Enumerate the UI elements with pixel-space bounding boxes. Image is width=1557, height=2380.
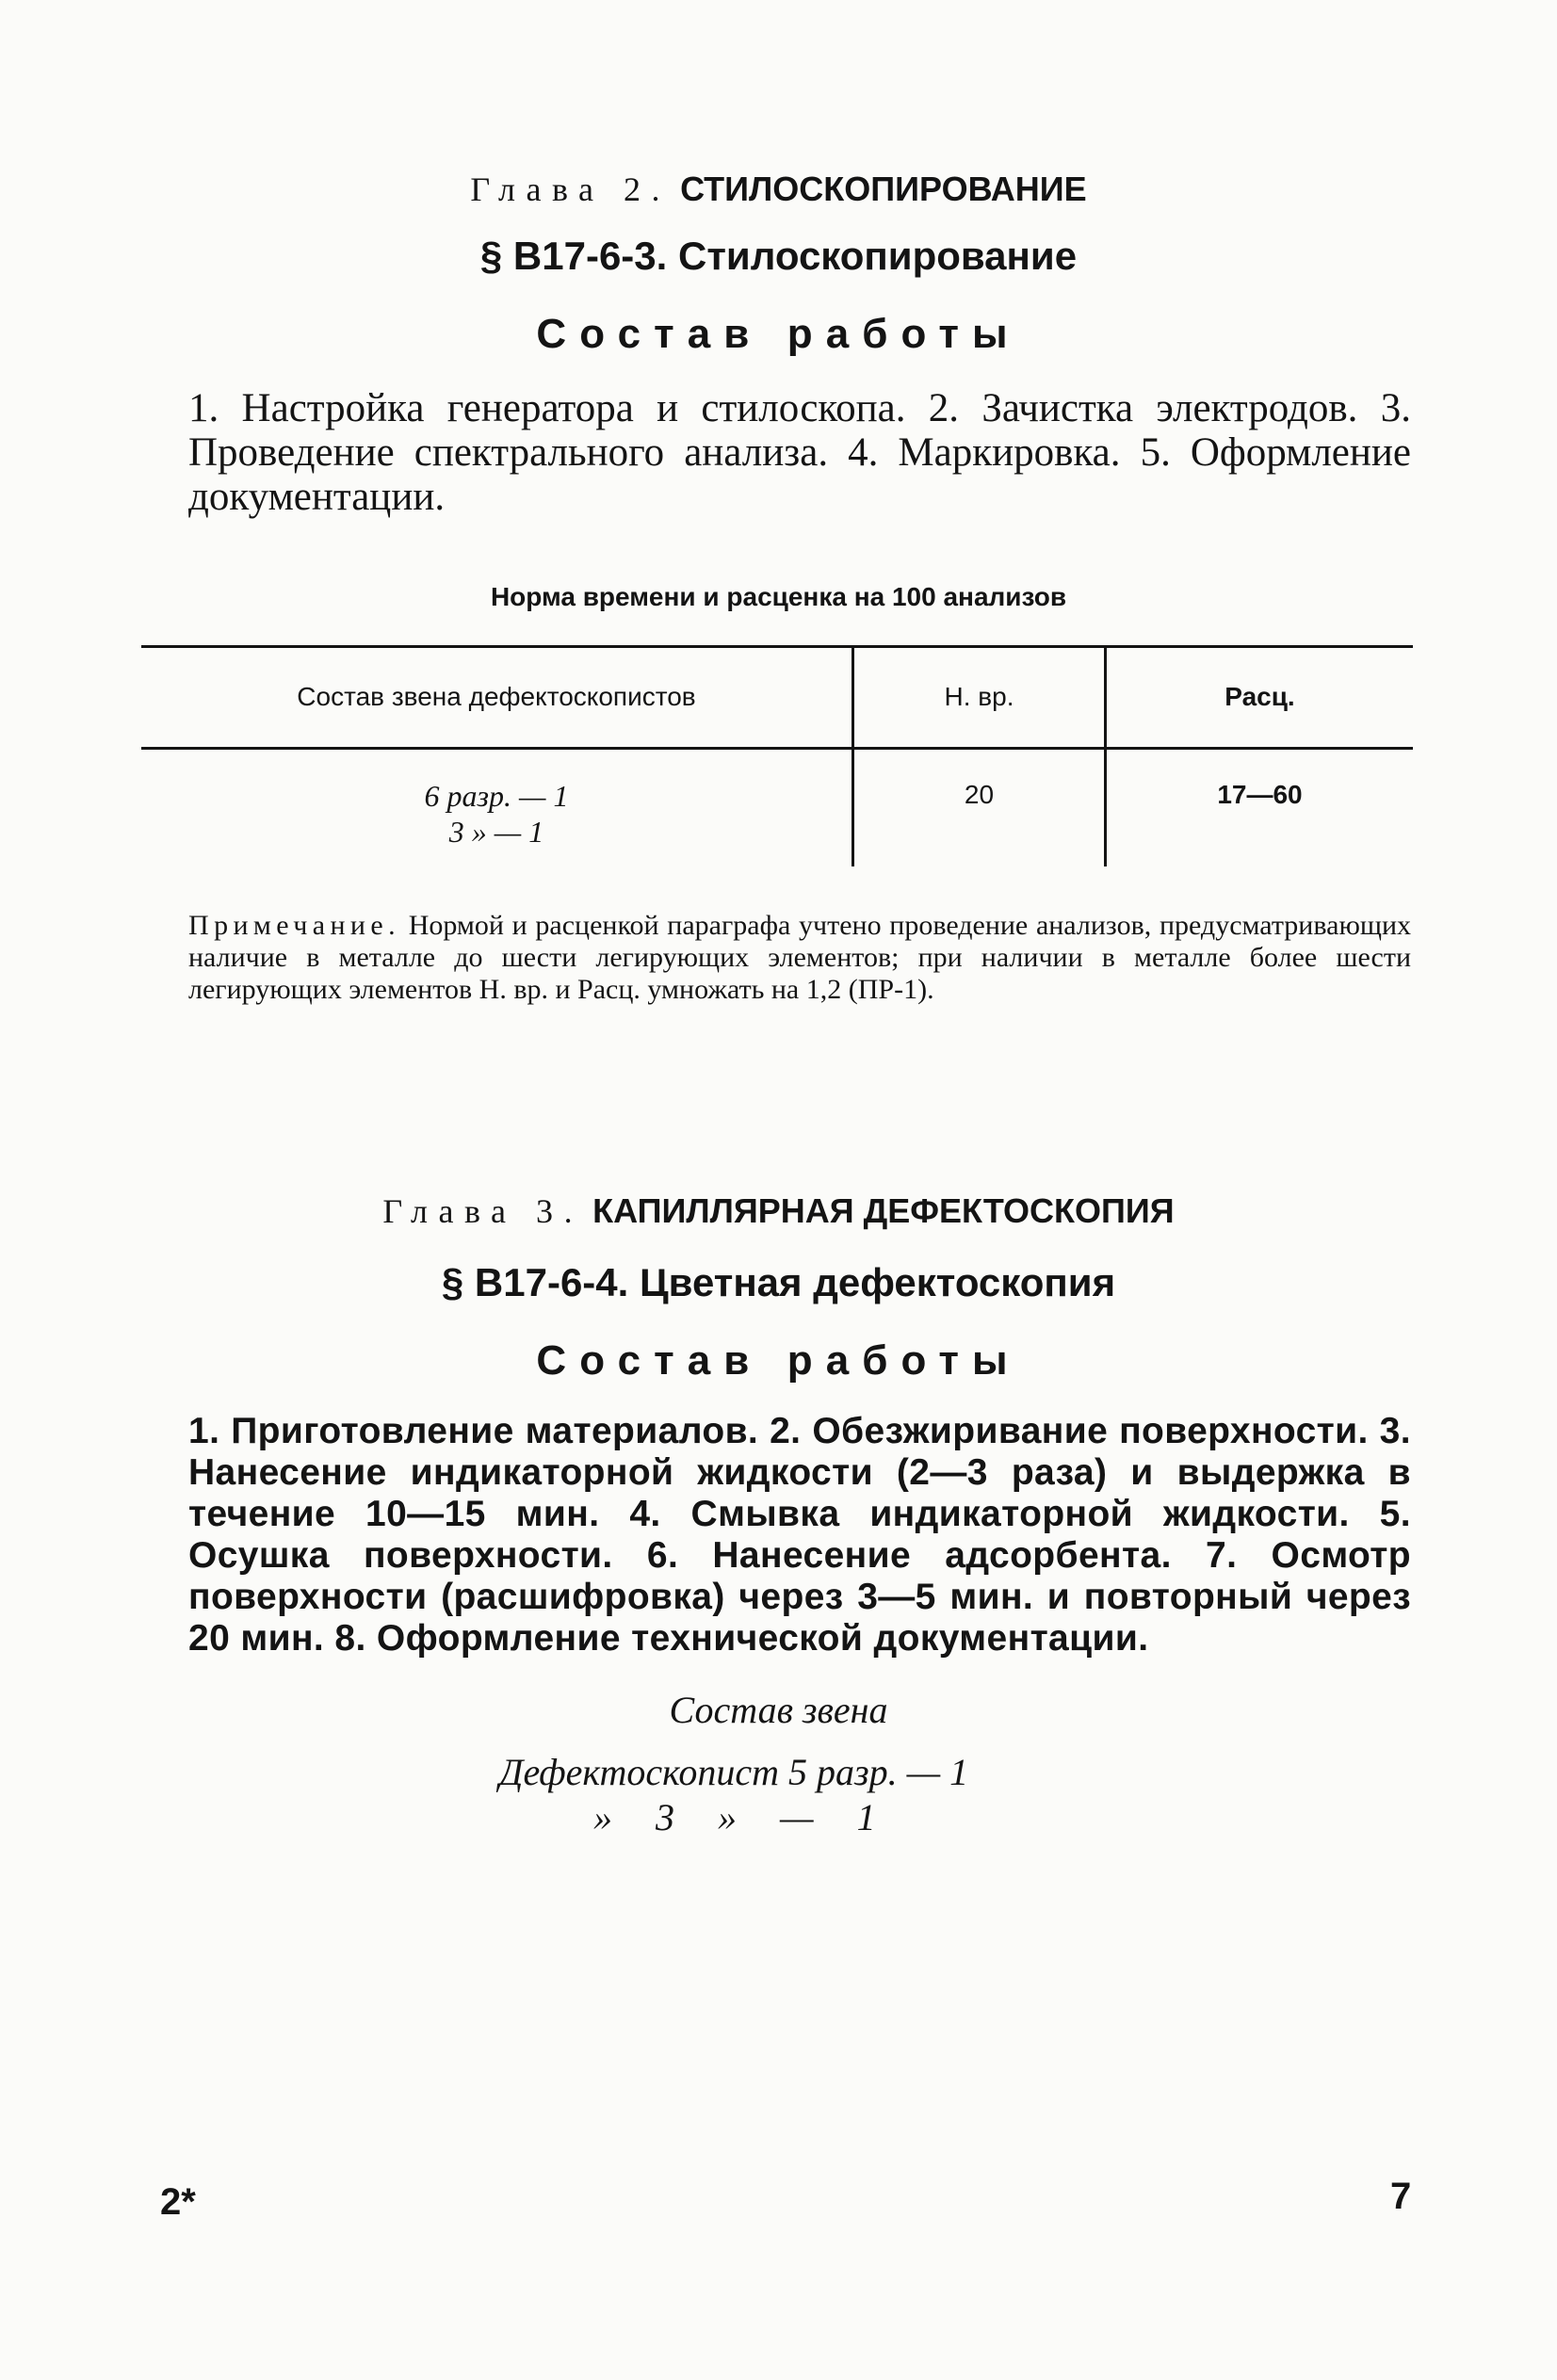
note-text: Нормой и расценкой параграфа учтено проведение анализов, предусматривающих наличие в металле до шести легирующих элементов; при наличии в металле более шести легирующих элементов Н. вр. и Расц. умножать на 1,2 (ПР-1). — [188, 910, 1412, 1005]
table-cell-norm: 20 — [964, 780, 995, 809]
note-label: Примечание. — [188, 910, 401, 941]
chapter-3-heading — [0, 1191, 1557, 1231]
crew-line-2: » 3 » — 1 — [593, 1796, 876, 1838]
table-header-norm: Н. вр. — [944, 682, 1014, 711]
table-top-rule — [141, 645, 1413, 648]
table-cell-rate: 17—60 — [1217, 780, 1303, 809]
chapter-2-heading — [0, 170, 1557, 209]
table-cell-crew — [141, 778, 851, 850]
table-cell-crew-line-2: 3 » — 1 — [448, 815, 544, 849]
table-cell-crew-line-1: 6 разр. — 1 — [424, 779, 569, 813]
chapter-3-label: Глава 3. — [382, 1192, 584, 1230]
table-header-rule — [141, 747, 1413, 750]
crew-heading: Состав звена — [669, 1689, 888, 1731]
chapter-3-composition-text: 1. Приготовление материалов. 2. Обезжиривание поверхности. 3. Нанесение индикаторной жидкости (2—3 раза) и выдержка в течение 10—15 мин. 4. Смывка индикаторной жидкости. 5. Осушка поверхности. 6. Нанесение адсорбента. 7. Осмотр поверхности (расшифровка) через 3—5 мин. и повторный через 20 мин. 8. Оформление технической документации. — [188, 1411, 1411, 1659]
chapter-2-composition-text: 1. Настройка генератора и стилоскопа. 2. Зачистка электродов. 3. Проведение спектрального анализа. 4. Маркировка. 5. Оформление документации. — [188, 386, 1411, 519]
chapter-2-label: Глава 2. — [470, 170, 672, 208]
page-number: 7 — [1390, 2176, 1412, 2217]
chapter-2-title: СТИЛОСКОПИРОВАНИЕ — [680, 170, 1087, 208]
chapter-3-composition-heading: Состав работы — [536, 1337, 1021, 1384]
table-note — [188, 910, 1411, 1006]
chapter-2-composition-heading: Состав работы — [536, 311, 1021, 357]
chapter-3-title: КАПИЛЛЯРНАЯ ДЕФЕКТОСКОПИЯ — [592, 1191, 1175, 1230]
table-caption: Норма времени и расценка на 100 анализов — [490, 582, 1067, 611]
table-column-divider-1 — [851, 648, 854, 866]
signature-mark: 2* — [160, 2181, 196, 2223]
table-column-divider-2 — [1104, 648, 1107, 866]
section-b17-6-3-title: § В17-6-3. Стилоскопирование — [479, 234, 1078, 278]
section-b17-6-4-title: § В17-6-4. Цветная дефектоскопия — [441, 1260, 1116, 1304]
crew-line-1: Дефектоскопист 5 разр. — 1 — [499, 1751, 969, 1793]
table-header-rate: Расц. — [1225, 682, 1295, 711]
table-header-crew: Состав звена дефектоскопистов — [297, 682, 696, 711]
